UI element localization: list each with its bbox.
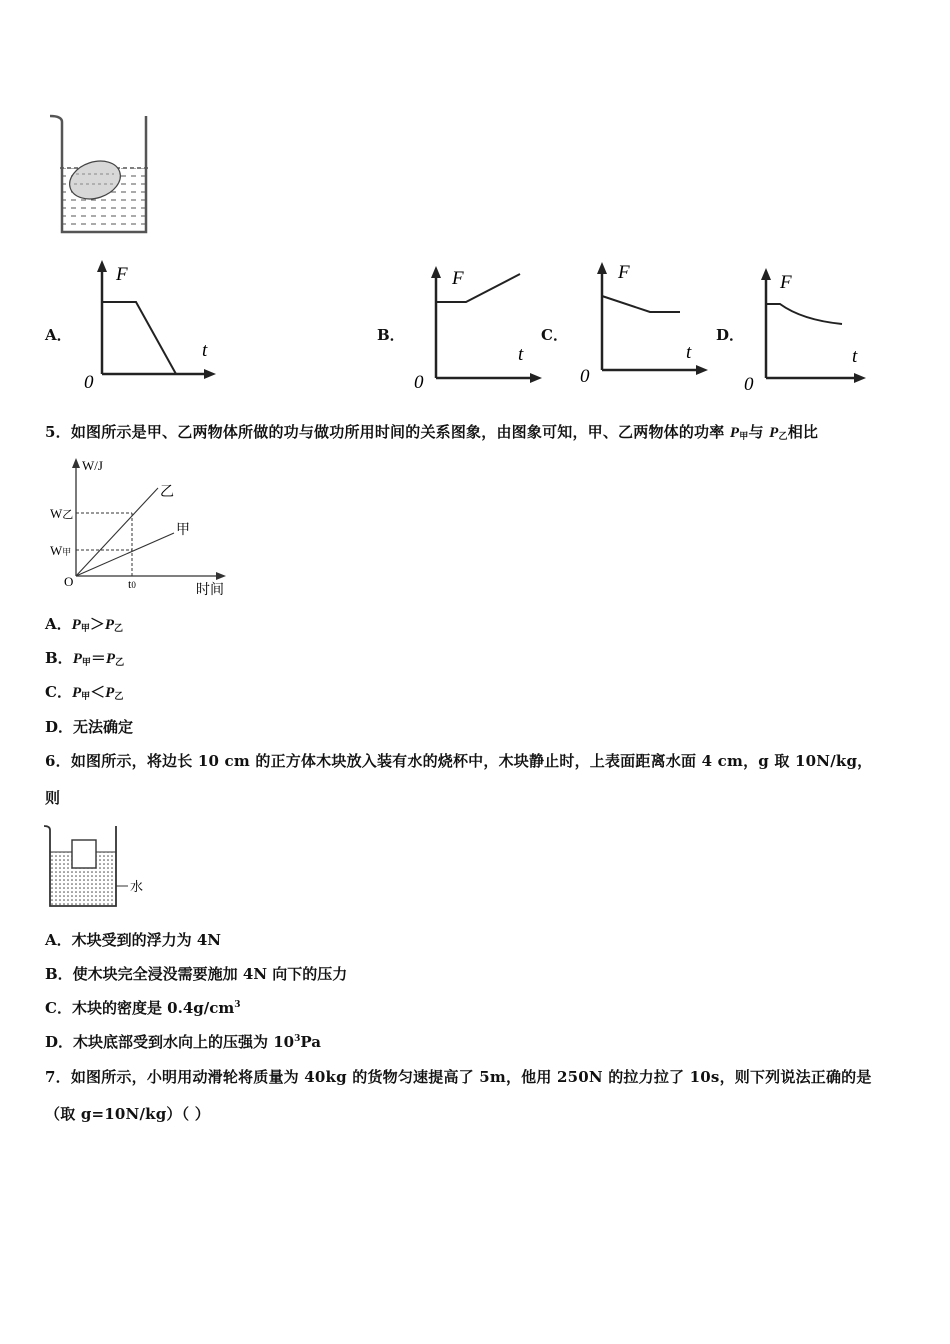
q5-work-time-graph [40,452,240,602]
q6-option-d[interactable]: D．木块底部受到水向上的压强为 $10^3Pa$ [45,1033,321,1051]
q4-option-d-label[interactable]: D． [716,326,745,344]
q5-graph-x-axis: 时间 [196,583,224,598]
q4-b-axis-f: F [452,268,464,289]
q5-graph-y-axis: W/J [82,458,103,473]
q4-a-axis-f: F [116,264,128,285]
q5-stem-prefix: 5．如图所示是甲、乙两物体所做的功与做功所用时间的关系图象，由图象可知，甲、乙两物体的功率 [45,423,725,441]
q6-stem-line2: 则 [45,789,61,807]
q5-option-b[interactable]: B．$P_甲=P_乙$ [45,649,125,668]
q4-option-b-label[interactable]: B． [377,326,405,344]
q4-c-axis-f: F [618,262,630,283]
q5-graph-t0: t0 [128,577,136,591]
q6-option-a[interactable]: A．木块受到的浮力为 4N [45,931,222,949]
q5-option-d[interactable]: D．无法确定 [45,718,134,736]
q6-figure-water-label: 水 [130,879,144,894]
q4-b-axis-t: t [518,344,524,365]
q5-graph-origin: O [64,574,74,589]
q5-option-a[interactable]: A．$P_甲>P_乙$ [45,615,124,634]
q5-graph-line-jia: 甲 [176,523,190,538]
q6-option-c[interactable]: C．木块的密度是 $0.4g/cm^3$ [45,999,241,1017]
q6-option-b[interactable]: B．使木块完全浸没需要施加 4N 向下的压力 [45,965,348,983]
q4-c-axis-t: t [686,342,692,363]
q5-stem-yu: 与 [748,423,764,441]
q5-option-c[interactable]: C．$P_甲<P_乙$ [45,683,124,702]
q5-graph-w-yi: W乙 [50,506,74,521]
q4-graph-b [410,262,550,394]
q5-stem-sub-jia: 甲 [739,432,749,442]
q4-c-origin: 0 [580,366,590,387]
q5-stem-p-yi: P [769,425,779,441]
q6-stem-line1: 6．如图所示，将边长 10 cm 的正方体木块放入装有水的烧杯中，木块静止时，上表面距离水面 4 cm，g 取 10N/kg， [45,752,873,770]
q4-d-axis-f: F [780,272,792,293]
q5-graph-w-jia: W甲 [50,543,72,558]
q5-graph-line-yi: 乙 [160,485,174,500]
beaker-egg-figure [40,108,160,240]
q5-stem-sub-yi: 乙 [778,432,788,442]
q4-graph-c [576,258,716,390]
q4-a-axis-t: t [202,340,208,361]
q4-d-origin: 0 [744,374,754,395]
q5-stem-p-jia: P [729,425,740,441]
q4-option-a-label[interactable]: A． [45,326,72,344]
q4-a-origin: 0 [84,372,94,393]
q6-beaker-block-figure [42,822,162,914]
q4-option-c-label[interactable]: C． [541,326,568,344]
q5-stem [45,421,818,442]
q7-stem-line2: （取 g=10N/kg）（ ） [45,1105,210,1123]
q7-stem-line1: 7．如图所示，小明用动滑轮将质量为 40kg 的货物匀速提高了 5m，他用 250N 的拉力拉了 10s，则下列说法正确的是 [45,1068,872,1086]
q4-graph-a [80,258,220,394]
q4-d-axis-t: t [852,346,858,367]
q4-graph-d [740,264,872,396]
q4-b-origin: 0 [414,372,424,393]
q5-stem-suffix: 相比 [787,423,819,441]
